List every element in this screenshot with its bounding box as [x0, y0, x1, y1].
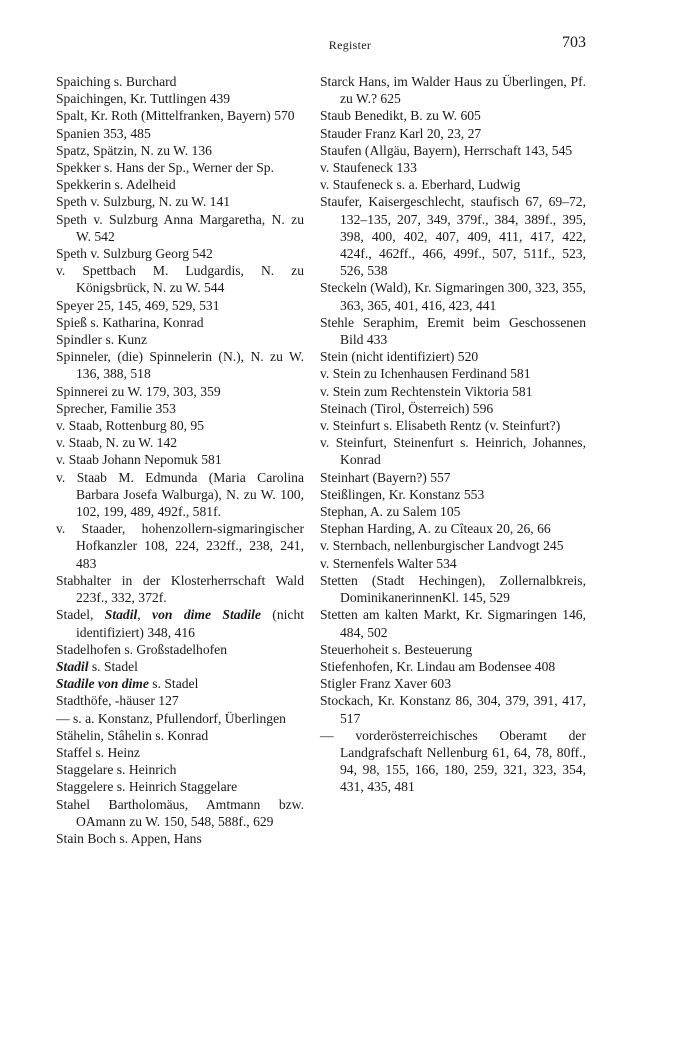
index-entry: Staggelere s. Heinrich Staggelare — [56, 779, 238, 795]
index-entry: v. Stein zum Rechtenstein Viktoria 581 — [320, 383, 533, 399]
index-entry: Stahel Bartholomäus, Amtmann bzw. OAmann zu W. 150, 548, 588f., 629 — [56, 796, 304, 829]
index-entry: Steißlingen, Kr. Konstanz 553 — [320, 486, 485, 502]
entry-italic-term: Stadile von dime — [56, 676, 149, 692]
index-entry: Steinach (Tirol, Österreich) 596 — [320, 400, 494, 416]
index-entry: Stadthöfe, -häuser 127 — [56, 693, 179, 709]
index-entry-stadile — [56, 675, 304, 692]
index-entry: Spatz, Spätzin, N. zu W. 136 — [56, 142, 212, 158]
index-entry: Spekker s. Hans der Sp., Werner der Sp. — [56, 160, 274, 176]
index-entry: Stetten am kalten Markt, Kr. Sigmaringen 146, 484, 502 — [320, 607, 586, 640]
index-entry: Stiefenhofen, Kr. Lindau am Bodensee 408 — [320, 658, 556, 674]
index-entry: Spindler s. Kunz — [56, 332, 147, 348]
index-entry-stadil — [56, 658, 304, 675]
entry-italic-term: Stadil — [56, 658, 89, 674]
index-column-left — [56, 73, 304, 847]
index-entry: v. Sternbach, nellenburgischer Landvogt 245 — [320, 538, 564, 554]
index-entry: Stauder Franz Karl 20, 23, 27 — [320, 125, 482, 141]
index-entry: Stähelin, Stâhelin s. Konrad — [56, 727, 209, 743]
index-entry: Stigler Franz Xaver 603 — [320, 676, 451, 692]
index-entry: Stain Boch s. Appen, Hans — [56, 830, 202, 846]
index-entry: Spanien 353, 485 — [56, 125, 151, 141]
index-entry: v. Stein zu Ichenhausen Ferdinand 581 — [320, 366, 531, 382]
index-entry: Staub Benedikt, B. zu W. 605 — [320, 108, 481, 124]
index-entries-group — [56, 692, 304, 847]
index-entry: Speyer 25, 145, 469, 529, 531 — [56, 297, 220, 313]
index-entry: Speth v. Sulzburg Anna Margaretha, N. zu W. 542 — [56, 211, 304, 244]
entry-text: Stadel, — [56, 607, 105, 623]
index-entry: v. Spettbach M. Ludgardis, N. zu Königsbrück, N. zu W. 544 — [56, 263, 304, 296]
index-entries-group — [56, 641, 304, 658]
index-column-right — [320, 73, 586, 796]
index-entry: Spaichingen, Kr. Tuttlingen 439 — [56, 91, 231, 107]
index-entry: Steinhart (Bayern?) 557 — [320, 469, 451, 485]
index-entry: Stabhalter in der Klosterherrschaft Wald 223f., 332, 372f. — [56, 572, 304, 606]
index-entry: Speth v. Sulzburg Georg 542 — [56, 246, 213, 262]
index-entry: Spaiching s. Burchard — [56, 74, 177, 89]
index-entries-group — [320, 73, 586, 796]
index-entry: Speth v. Sulzburg, N. zu W. 141 — [56, 194, 231, 210]
index-entry: v. Staufeneck 133 — [320, 160, 417, 176]
index-entry: v. Staader, hohenzollern-sigmaringischer Hofkanzler 108, 224, 232ff., 238, 241, 483 — [56, 521, 304, 571]
index-entry: Staufen (Allgäu, Bayern), Herrschaft 143, 545 — [320, 142, 573, 158]
index-entry: Spekkerin s. Adelheid — [56, 177, 176, 193]
index-entry: Steuerhoheit s. Besteuerung — [320, 641, 473, 657]
index-entry: Sprecher, Familie 353 — [56, 400, 176, 416]
index-entry: Steckeln (Wald), Kr. Sigmaringen 300, 323, 355, 363, 365, 401, 416, 423, 441 — [320, 280, 586, 313]
index-entry: — s. a. Konstanz, Pfullendorf, Überlingen — [56, 710, 286, 726]
index-entry: — vorderösterreichisches Oberamt der Landgrafschaft Nellenburg 61, 64, 78, 80ff., 94, 98, 155, 166, 180, 259, 321, 323, 354, 431, 435, 481 — [320, 727, 586, 795]
index-entries-group — [56, 73, 304, 606]
index-entry: Stetten (Stadt Hechingen), Zollernalbkreis, DominikanerinnenKl. 145, 529 — [320, 572, 586, 606]
entry-text: (nicht identifiziert) 348, 416 — [76, 607, 305, 640]
index-entry: Starck Hans, im Walder Haus zu Überlingen, Pf. zu W.? 625 — [320, 74, 586, 107]
index-entry: v. Staab, N. zu W. 142 — [56, 435, 178, 451]
index-entry: v. Staufeneck s. a. Eberhard, Ludwig — [320, 177, 521, 193]
index-entry: Stockach, Kr. Konstanz 86, 304, 379, 391, 417, 517 — [320, 693, 586, 726]
index-entry: Spieß s. Katharina, Konrad — [56, 314, 204, 330]
index-entry: Spinnerei zu W. 179, 303, 359 — [56, 383, 221, 399]
index-entry: v. Staab Johann Nepomuk 581 — [56, 452, 222, 468]
entry-italic-term: von dime Stadile — [152, 607, 261, 623]
index-entry: Stadelhofen s. Großstadelhofen — [56, 641, 228, 657]
index-entry: v. Staab M. Edmunda (Maria Carolina Barbara Josefa Walburga), N. zu W. 100, 102, 199, 489, 492f., 581f. — [56, 469, 304, 520]
page-number: 703 — [562, 34, 586, 51]
index-entry: Stein (nicht identifiziert) 520 — [320, 349, 479, 365]
index-entry: v. Steinfurt, Steinenfurt s. Heinrich, Johannes, Konrad — [320, 435, 586, 468]
running-head: Register — [328, 38, 372, 52]
index-entry: Staufer, Kaisergeschlecht, staufisch 67, 69–72, 132–135, 207, 349, 379f., 384, 389f., 395, 398, 400, 402, 407, 409, 411, 417, 422, 424f., 462ff., 466, 499f., 507, 511f., 523, 526, 538 — [320, 194, 586, 279]
entry-text: s. Stadel — [148, 676, 199, 692]
index-entry: v. Sternenfels Walter 534 — [320, 555, 457, 571]
index-entry: Stehle Seraphim, Eremit beim Geschossenen Bild 433 — [320, 314, 586, 348]
entry-text: s. Stadel — [88, 658, 138, 674]
index-entry: Staggelare s. Heinrich — [56, 762, 177, 778]
entry-italic-term: Stadil — [104, 607, 138, 623]
index-entry: Stephan Harding, A. zu Cîteaux 20, 26, 66 — [320, 521, 551, 537]
index-entry: Spinneler, (die) Spinnelerin (N.), N. zu W. 136, 388, 518 — [56, 349, 304, 382]
index-entry: Stephan, A. zu Salem 105 — [320, 504, 461, 520]
index-entry: v. Steinfurt s. Elisabeth Rentz (v. Steinfurt?) — [320, 418, 561, 434]
index-entry: Spalt, Kr. Roth (Mittelfranken, Bayern) 570 — [56, 108, 295, 124]
entry-text: , — [137, 607, 153, 623]
index-entry-stadel — [56, 606, 304, 640]
index-entry: Staffel s. Heinz — [56, 744, 140, 760]
index-entry: v. Staab, Rottenburg 80, 95 — [56, 418, 205, 434]
